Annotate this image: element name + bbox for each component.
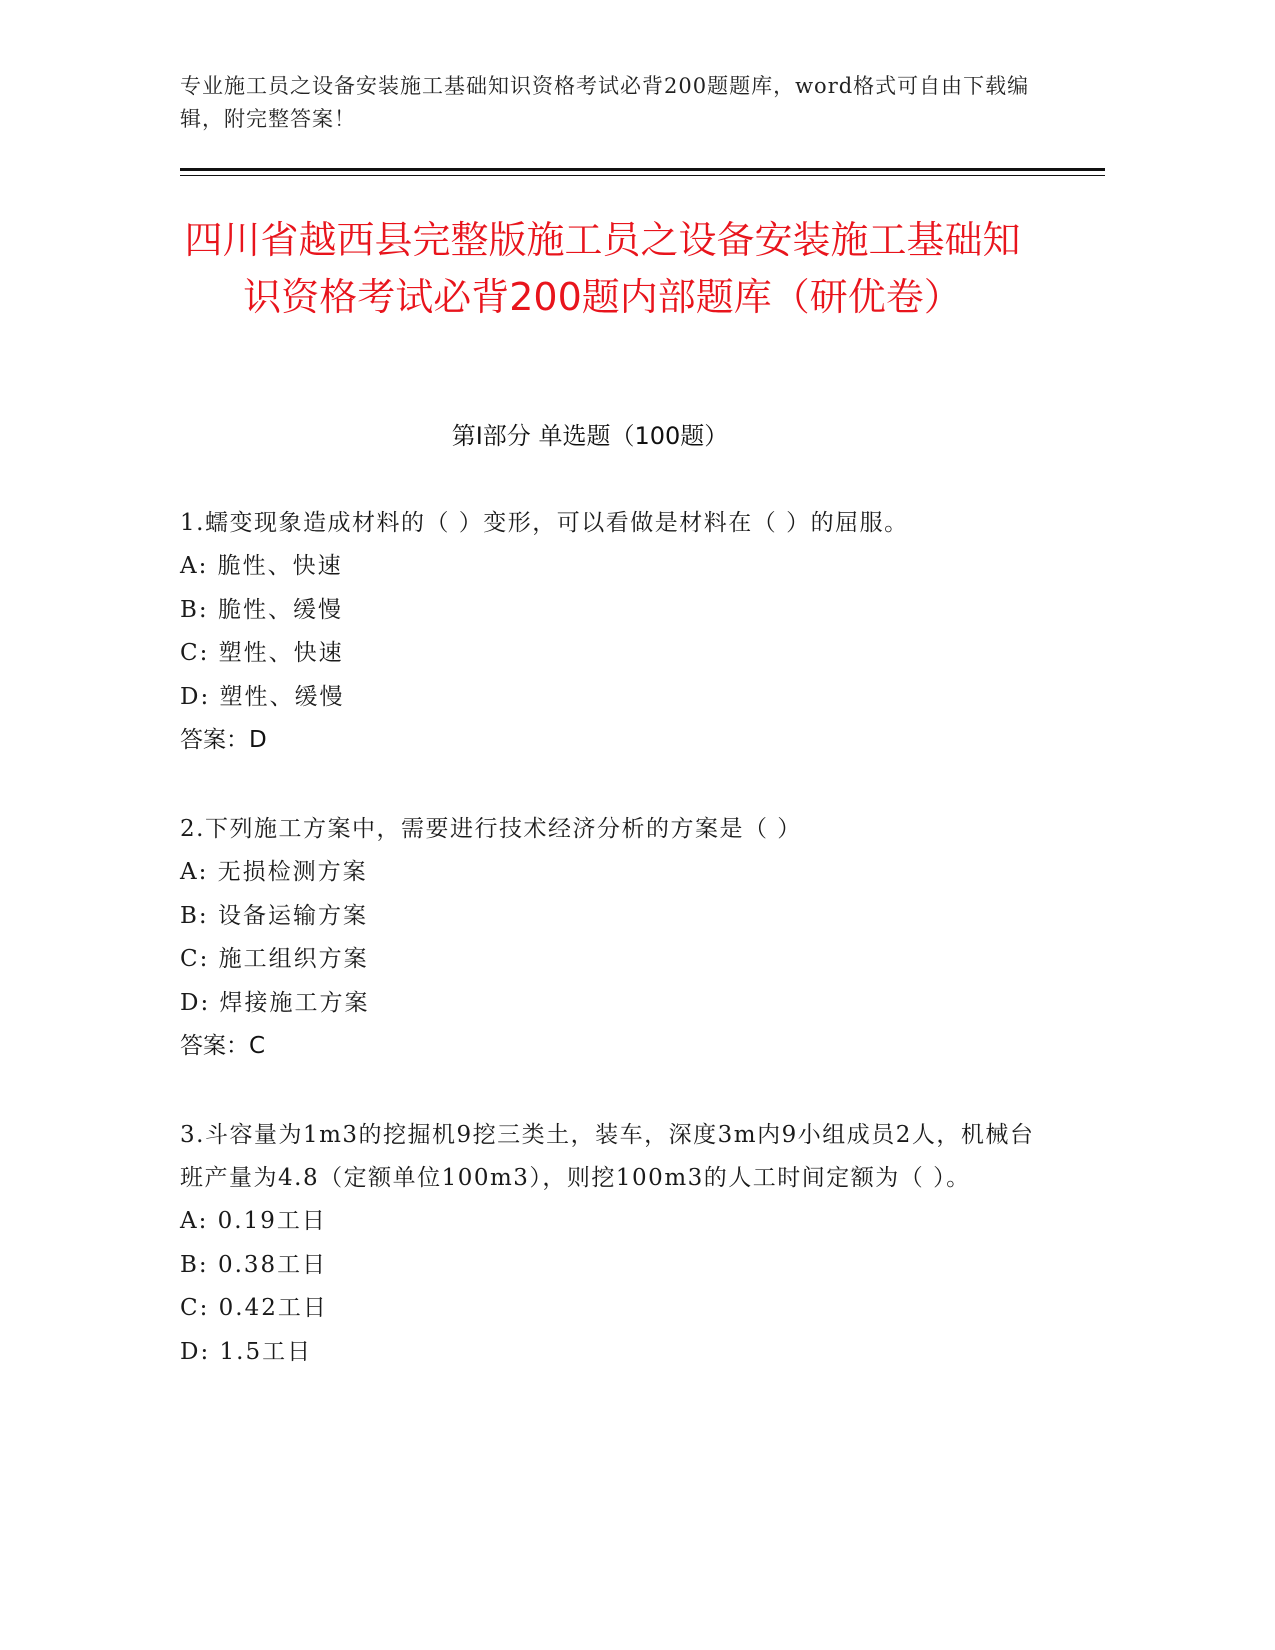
option-b: B: 设备运输方案 <box>180 902 368 929</box>
option-a: A: 脆性、快速 <box>180 553 343 579</box>
question-stem: 1.蠕变现象造成材料的（ ）变形，可以看做是材料在（ ）的屈服。 <box>180 510 909 536</box>
question-stem: 2.下列施工方案中，需要进行技术经济分析的方案是（ ） <box>180 816 802 842</box>
question-3 <box>180 1114 1040 1374</box>
option-d: D: 塑性、缓慢 <box>180 683 345 710</box>
answer: 答案：D <box>180 727 267 753</box>
document-title: 四川省越西县完整版施工员之设备安装施工基础知识资格考试必背200题内部题库（研优卷） <box>184 218 1021 319</box>
header-rule-thick <box>180 168 1105 171</box>
header-rule-thin <box>180 175 1105 176</box>
option-c: C: 0.42工日 <box>180 1295 328 1321</box>
option-b: B: 0.38工日 <box>180 1251 328 1278</box>
answer: 答案：C <box>180 1033 266 1059</box>
option-c: C: 施工组织方案 <box>180 946 369 972</box>
question-1 <box>180 502 1040 763</box>
option-b: B: 脆性、缓慢 <box>180 596 343 623</box>
option-d: D: 1.5工日 <box>180 1338 313 1365</box>
question-2 <box>180 808 1040 1069</box>
option-a: A: 无损检测方案 <box>180 859 368 885</box>
section-title: 第Ⅰ部分 单选题（100题） <box>451 422 729 450</box>
question-stem: 3.斗容量为1m3的挖掘机9挖三类土，装车，深度3m内9小组成员2人，机械台班产量为4.8（定额单位100m3），则挖100m3的人工时间定额为（ ）。 <box>180 1122 1035 1191</box>
option-c: C: 塑性、快速 <box>180 640 344 666</box>
option-a: A: 0.19工日 <box>180 1208 327 1234</box>
option-d: D: 焊接施工方案 <box>180 989 370 1016</box>
header-note: 专业施工员之设备安装施工基础知识资格考试必背200题题库，word格式可自由下载编辑，附完整答案！ <box>180 74 1030 131</box>
